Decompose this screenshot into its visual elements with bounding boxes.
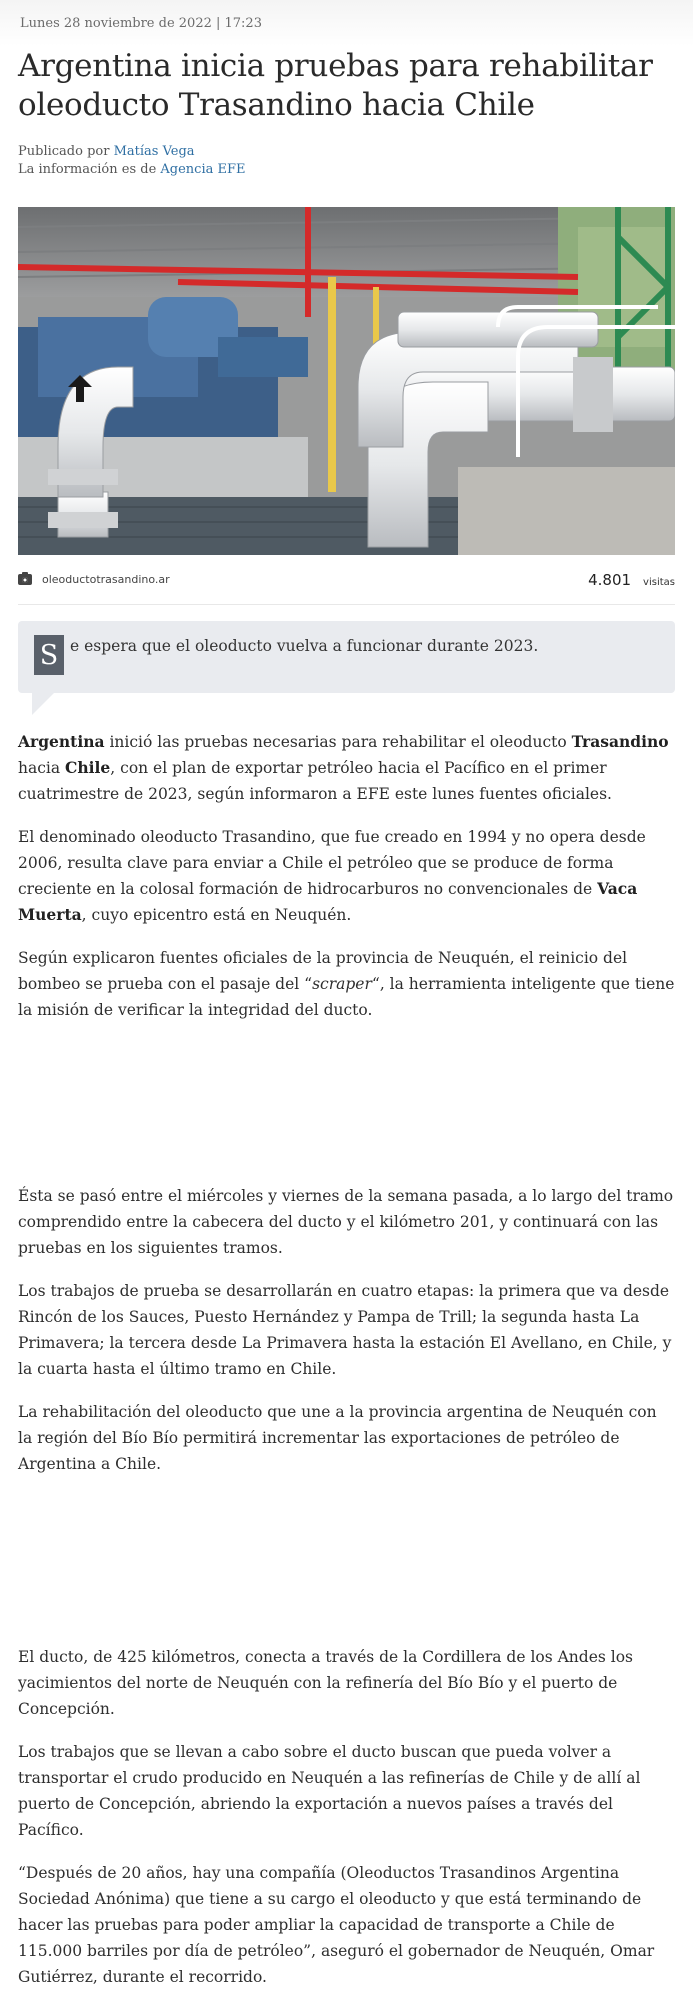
paragraph-2 bbox=[18, 824, 675, 928]
summary-text: e espera que el oleoducto vuelva a funcionar durante 2023. bbox=[70, 637, 539, 655]
source-link[interactable]: Agencia EFE bbox=[160, 162, 246, 177]
paragraph-4: Ésta se pasó entre el miércoles y viernes de la semana pasada, a lo largo del tramo comprendido entre la cabecera del ducto y el kilómetro 201, y continuará con las pruebas en los siguientes tramos. bbox=[18, 1187, 674, 1257]
p3-text-2: “, la herramienta inteligente que tiene la misión de verificar la integridad del ducto. bbox=[18, 975, 675, 1019]
paragraph-7: El ducto, de 425 kilómetros, conecta a través de la Cordillera de los Andes los yacimientos del norte de Neuquén con la refinería del Bío Bío y el puerto de Concepción. bbox=[18, 1648, 634, 1718]
camera-icon bbox=[18, 574, 32, 585]
byline bbox=[18, 143, 675, 179]
visit-count: 4.801 bbox=[588, 570, 632, 589]
p2-text-1: El denominado oleoducto Trasandino, que fue creado en 1994 y no opera desde 2006, resulta clave para enviar a Chile el petróleo que se produce de forma creciente en la colosal formación de hidrocarburos no convencionales de bbox=[18, 828, 646, 898]
bold-trasandino: Trasandino bbox=[571, 732, 669, 751]
source-prefix: La información es de bbox=[18, 162, 161, 177]
paragraph-6: La rehabilitación del oleoducto que une a la provincia argentina de Neuquén con la región del Bío Bío permitirá incrementar las exportaciones de petróleo de Argentina a Chile. bbox=[18, 1403, 657, 1473]
photo-meta-row bbox=[18, 555, 675, 605]
paragraph-8: Los trabajos que se llevan a cabo sobre el ducto buscan que pueda volver a transportar el crudo producido en Neuquén a las refinerías de Chile y de allí al puerto de Concepción, abriendo la exportación a nuevos países a través del Pacífico. bbox=[18, 1743, 641, 1839]
p2-text-2: , cuyo epicentro está en Neuquén. bbox=[81, 906, 352, 924]
photo-credit-text: oleoductotrasandino.ar bbox=[42, 573, 170, 586]
visit-label: visitas bbox=[643, 576, 675, 588]
ad-space-2 bbox=[18, 1494, 675, 1644]
published-prefix: Publicado por bbox=[18, 144, 114, 159]
paragraph-3 bbox=[18, 945, 675, 1023]
dateline: Lunes 28 noviembre de 2022 | 17:23 bbox=[20, 15, 262, 31]
paragraph-5: Los trabajos de prueba se desarrollarán en cuatro etapas: la primera que va desde Rincón de los Sauces, Puesto Hernández y Pampa de Trill; la segunda hasta La Primavera; la tercera desde La Primavera hasta la estación El Avellano, en Chile, y la cuarta hasta el último tramo en Chile. bbox=[18, 1282, 672, 1378]
italic-scraper: scraper bbox=[312, 975, 372, 993]
summary-dropcap: S bbox=[34, 635, 64, 675]
author-link[interactable]: Matías Vega bbox=[113, 144, 195, 159]
hero-image bbox=[18, 207, 675, 555]
p1-text-2: hacia bbox=[18, 759, 66, 777]
p1-text-3: , con el plan de exportar petróleo hacia el Pacífico en el primer cuatrimestre de 2023, según informaron a EFE este lunes fuentes oficiales. bbox=[18, 759, 612, 803]
bold-chile: Chile bbox=[65, 758, 111, 777]
source-line bbox=[18, 161, 675, 179]
p1-text-1: inició las pruebas necesarias para rehabilitar el oleoducto bbox=[104, 733, 572, 751]
summary-box bbox=[18, 621, 675, 693]
p3-text-1: Según explicaron fuentes oficiales de la provincia de Neuquén, el reinicio del bombeo se prueba con el pasaje del “ bbox=[18, 949, 628, 993]
page-title: Argentina inicia pruebas para rehabilitar oleoducto Trasandino hacia Chile bbox=[18, 48, 653, 123]
ad-space-1 bbox=[18, 1040, 675, 1183]
author-line bbox=[18, 143, 675, 161]
paragraph-1 bbox=[18, 729, 675, 807]
visit-counter bbox=[588, 571, 675, 589]
pipeline-photo bbox=[18, 207, 675, 555]
bold-vaca-muerta: Vaca Muerta bbox=[18, 879, 638, 924]
paragraph-9: “Después de 20 años, hay una compañía (Oleoductos Trasandinos Argentina Sociedad Anónima) que tiene a su cargo el oleoducto y que está terminando de hacer las pruebas para poder ampliar la capacidad de transporte a Chile de 115.000 barriles por día de petróleo”, aseguró el gobernador de Neuquén, Omar Gutiérrez, durante el recorrido. bbox=[18, 1864, 655, 1986]
bold-argentina: Argentina bbox=[18, 732, 105, 751]
dateline-bar bbox=[0, 0, 693, 46]
photo-credit bbox=[18, 573, 170, 586]
article-body bbox=[18, 729, 675, 1990]
